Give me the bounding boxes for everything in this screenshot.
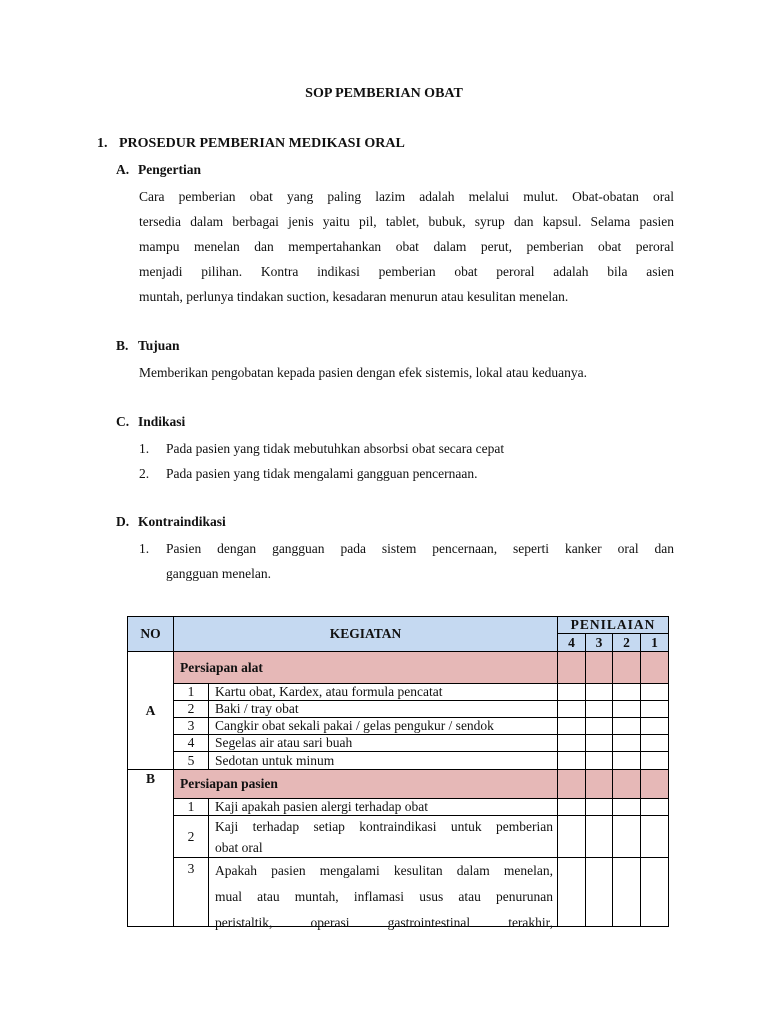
score-cell[interactable] [612,857,641,927]
kontraindikasi-heading [116,514,226,530]
kontraindikasi-item [139,536,674,586]
score-cell[interactable] [640,857,669,927]
pengertian-line: tersedia dalam berbagai jenis yaitu pil, tablet, bubuk, syrup dan kapsul. Selama pasien [139,214,674,229]
row-activity-line: peristaltik, operasi gastrointestinal terakhir, [215,915,553,930]
indikasi-item-number: 2. [139,466,150,481]
row-activity: Sedotan untuk minum [208,751,558,770]
tujuan-heading [116,338,180,354]
row-number: 5 [173,751,209,770]
indikasi-list [139,436,674,486]
score-cell[interactable] [585,683,613,701]
pengertian-title: Pengertian [138,162,201,177]
score-cell[interactable] [585,857,613,927]
header-kegiatan: KEGIATAN [173,616,558,652]
score-cell[interactable] [585,734,613,752]
pengertian-heading [116,162,201,178]
score-cell [585,769,613,799]
score-cell[interactable] [612,734,641,752]
section-1-number: 1. [97,136,108,151]
document-title: SOP PEMBERIAN OBAT [305,86,463,101]
pengertian-line: Cara pemberian obat yang paling lazim adalah melalui mulut. Obat-obatan oral [139,189,674,204]
kontraindikasi-item-line: gangguan menelan. [166,566,271,581]
score-cell[interactable] [585,717,613,735]
row-number: 2 [173,815,209,858]
indikasi-item-text: Pada pasien yang tidak mebutuhkan absorbsi obat secara cepat [166,441,505,456]
score-cell[interactable] [585,798,613,816]
section-persiapan-alat: Persiapan alat [173,651,558,684]
row-activity: Segelas air atau sari buah [208,734,558,752]
row-number: 3 [173,857,209,927]
indikasi-item [139,436,674,461]
group-a-label: A [127,651,174,770]
row-number: 4 [173,734,209,752]
score-cell[interactable] [557,857,586,927]
indikasi-letter: C. [116,414,130,429]
section-1-title: PROSEDUR PEMBERIAN MEDIKASI ORAL [119,136,405,151]
row-activity: Kaji apakah pasien alergi terhadap obat [208,798,558,816]
tujuan-letter: B. [116,338,129,353]
kontraindikasi-title: Kontraindikasi [138,514,226,529]
header-score-2: 2 [612,633,641,652]
pengertian-paragraph [139,184,674,309]
indikasi-item [139,461,674,486]
score-cell[interactable] [557,815,586,858]
row-activity-line: mual atau muntah, inflamasi usus atau penurunan [215,889,553,904]
row-number: 3 [173,717,209,735]
score-cell[interactable] [612,798,641,816]
row-activity [208,857,558,930]
row-activity: Cangkir obat sekali pakai / gelas pengukur / sendok [208,717,558,735]
row-activity-line: obat oral [215,840,263,855]
score-cell[interactable] [612,751,641,770]
kontraindikasi-item-line: Pasien dengan gangguan pada sistem pencernaan, seperti kanker oral dan [166,541,674,556]
row-activity-line: Apakah pasien mengalami kesulitan dalam menelan, [215,863,553,878]
score-cell[interactable] [557,751,586,770]
score-cell[interactable] [585,700,613,718]
score-cell[interactable] [585,751,613,770]
kontraindikasi-item-number: 1. [139,541,150,556]
kontraindikasi-item-text [166,536,674,586]
score-cell [585,651,613,684]
score-cell [557,651,586,684]
tujuan-text: Memberikan pengobatan kepada pasien dengan efek sistemis, lokal atau keduanya. [139,365,587,380]
score-cell[interactable] [612,717,641,735]
tujuan-title: Tujuan [138,338,180,353]
header-penilaian: PENILAIAN [557,616,669,634]
header-score-3: 3 [585,633,613,652]
score-cell [557,769,586,799]
section-1-heading [97,136,405,152]
pengertian-line: muntah, perlunya tindakan suction, kesadaran menurun atau kesulitan menelan. [139,289,569,304]
header-score-1: 1 [640,633,669,652]
score-cell[interactable] [640,798,669,816]
section-persiapan-pasien: Persiapan pasien [173,769,558,799]
pengertian-line: menjadi pilihan. Kontra indikasi pemberian obat peroral adalah bila asien [139,264,674,279]
score-cell[interactable] [557,683,586,701]
header-no: NO [127,616,174,652]
checklist-table [127,616,669,930]
row-activity-line: Kaji terhadap setiap kontraindikasi untuk pemberian [215,819,553,834]
score-cell[interactable] [557,734,586,752]
pengertian-letter: A. [116,162,130,177]
score-cell[interactable] [612,815,641,858]
score-cell[interactable] [640,815,669,858]
kontraindikasi-list [139,536,674,586]
group-b-label: B [127,769,174,927]
score-cell[interactable] [557,717,586,735]
row-activity: Baki / tray obat [208,700,558,718]
score-cell[interactable] [640,683,669,701]
score-cell[interactable] [640,700,669,718]
score-cell[interactable] [640,734,669,752]
score-cell[interactable] [640,717,669,735]
indikasi-heading [116,414,185,430]
kontraindikasi-letter: D. [116,514,130,529]
indikasi-item-number: 1. [139,441,150,456]
row-number: 2 [173,700,209,718]
score-cell[interactable] [557,700,586,718]
pengertian-line: mampu menelan dan mempertahankan obat dalam perut, pemberian obat peroral [139,239,674,254]
tujuan-paragraph [139,360,674,385]
score-cell[interactable] [612,700,641,718]
score-cell [640,651,669,684]
score-cell [612,651,641,684]
indikasi-item-text: Pada pasien yang tidak mengalami gangguan pencernaan. [166,466,478,481]
score-cell[interactable] [585,815,613,858]
score-cell [640,769,669,799]
row-activity [208,815,558,858]
row-activity: Kartu obat, Kardex, atau formula pencatat [208,683,558,701]
indikasi-title: Indikasi [138,414,186,429]
row-number: 1 [173,798,209,816]
score-cell[interactable] [640,751,669,770]
score-cell[interactable] [612,683,641,701]
row-number: 1 [173,683,209,701]
score-cell[interactable] [557,798,586,816]
header-score-4: 4 [557,633,586,652]
score-cell [612,769,641,799]
